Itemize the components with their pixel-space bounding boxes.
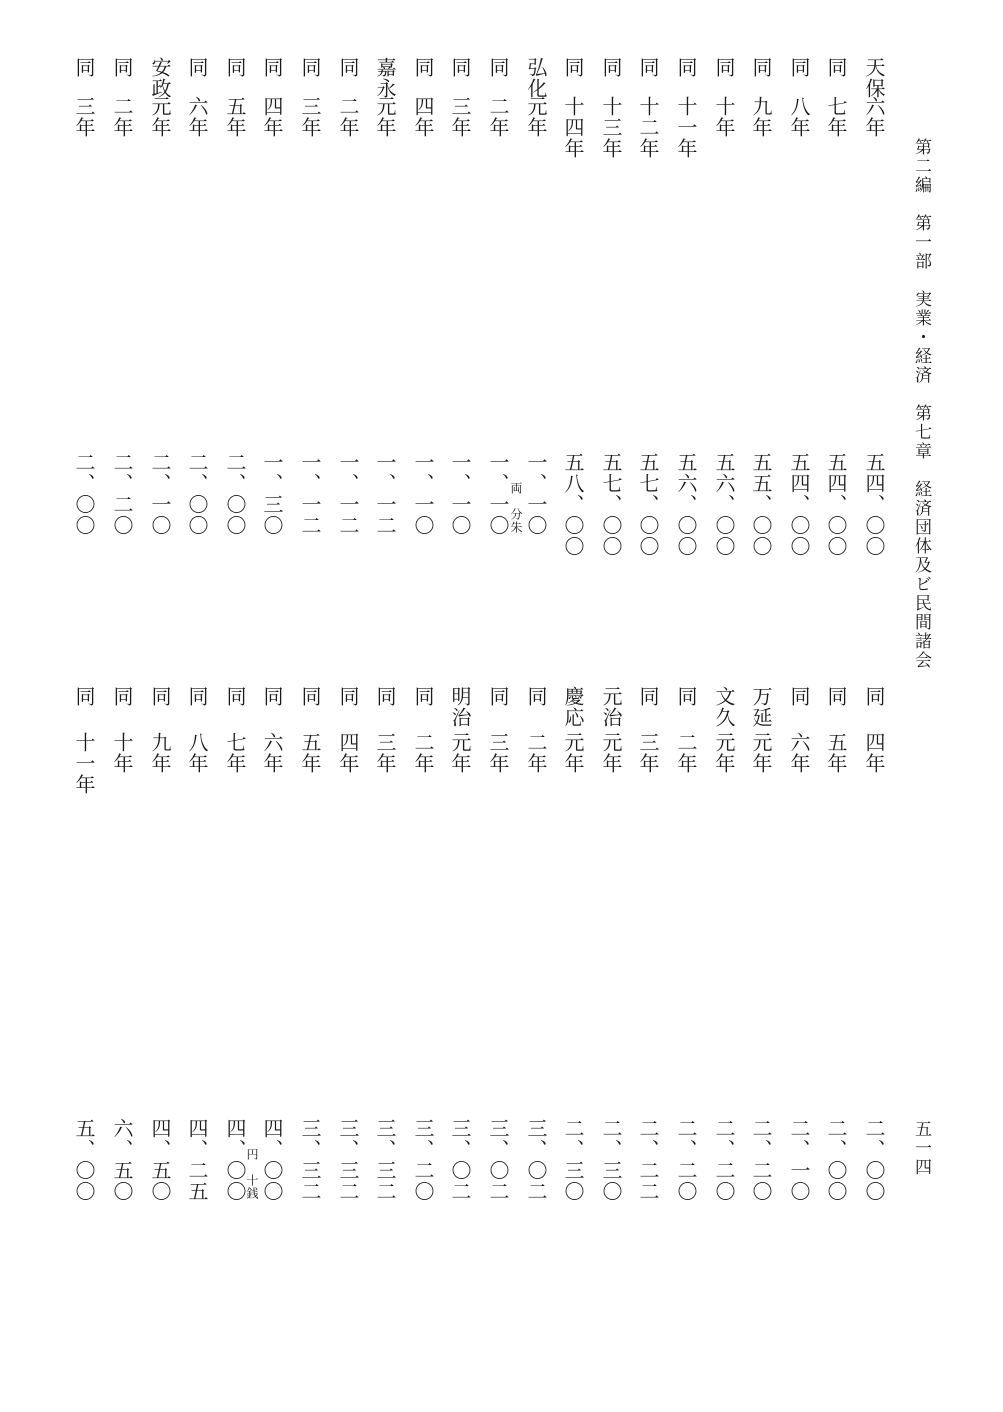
price-cell: 二、二〇 [674,1118,698,1202]
year-cell: 四年 [336,732,360,774]
era-name-cell: 同 [110,57,134,78]
price-cell: 二、二〇 [110,452,134,536]
era-name-cell: 同 [636,686,660,707]
year-cell: 元年 [373,96,397,138]
era-name-cell: 同 [336,57,360,78]
era-name-cell: 同 [448,57,472,78]
era-name-cell: 天保 [862,57,886,99]
price-cell: 五六、〇〇 [674,452,698,557]
year-cell: 元年 [712,732,736,774]
era-name-cell: 同 [260,57,284,78]
era-name-cell: 万延 [749,686,773,728]
era-name-cell: 同 [223,57,247,78]
year-cell: 十一年 [72,732,96,795]
era-name-cell: 同 [72,686,96,707]
year-cell: 元年 [749,732,773,774]
year-cell: 二年 [524,732,548,774]
era-name-cell: 同 [298,686,322,707]
price-cell: 一、一二 [373,452,397,536]
era-name-cell: 同 [599,57,623,78]
era-name-cell: 同 [72,57,96,78]
era-name-cell: 同 [636,57,660,78]
price-cell: 五四、〇〇 [824,452,848,557]
era-name-cell: 同 [486,686,510,707]
era-name-cell: 同 [336,686,360,707]
price-cell: 二、一〇 [787,1118,811,1202]
era-name-cell: 弘化 [524,57,548,99]
year-cell: 四年 [260,96,284,138]
price-cell: 三、三二 [336,1118,360,1202]
year-cell: 三年 [298,96,322,138]
year-cell: 八年 [787,96,811,138]
year-cell: 五年 [824,732,848,774]
price-cell: 四、五〇 [148,1118,172,1202]
price-cell: 二、〇〇 [185,452,209,536]
price-cell: 五四、〇〇 [787,452,811,557]
year-cell: 三年 [486,732,510,774]
era-name-cell: 文久 [712,686,736,728]
era-name-cell: 元治 [599,686,623,728]
era-name-cell: 同 [674,686,698,707]
year-cell: 四年 [411,96,435,138]
year-cell: 三年 [448,96,472,138]
price-cell: 五五、〇〇 [749,452,773,557]
price-cell: 四、〇〇 [260,1118,284,1202]
price-cell: 五七、〇〇 [636,452,660,557]
year-cell: 十一年 [674,96,698,159]
price-cell: 二、三〇 [561,1118,585,1202]
year-cell: 三年 [72,96,96,138]
year-cell: 十年 [110,732,134,774]
era-name-cell: 同 [298,57,322,78]
era-name-cell: 同 [862,686,886,707]
year-cell: 七年 [223,732,247,774]
era-name-cell: 同 [674,57,698,78]
price-cell: 二、〇〇 [72,452,96,536]
era-name-cell: 同 [411,57,435,78]
era-name-cell: 同 [148,686,172,707]
year-cell: 元年 [561,732,585,774]
year-cell: 六年 [862,96,886,138]
price-cell: 三、〇二 [486,1118,510,1202]
year-cell: 三年 [636,732,660,774]
era-name-cell: 同 [185,57,209,78]
era-name-cell: 同 [110,686,134,707]
era-name-cell: 同 [185,686,209,707]
price-cell: 四、二五 [185,1118,209,1202]
year-cell: 元年 [148,96,172,138]
year-cell: 十年 [712,96,736,138]
era-name-cell: 同 [524,686,548,707]
year-cell: 三年 [373,732,397,774]
price-cell: 二、一〇 [148,452,172,536]
year-cell: 二年 [674,732,698,774]
year-cell: 九年 [148,732,172,774]
year-cell: 十三年 [599,96,623,159]
price-cell: 二、二二 [636,1118,660,1202]
page-number: 五一四 [911,1120,931,1177]
price-cell: 三、三二 [373,1118,397,1202]
price-cell: 三、〇二 [448,1118,472,1202]
era-name-cell: 慶応 [561,686,585,728]
unit-note: 円 十銭 [245,1148,259,1200]
era-name-cell: 同 [712,57,736,78]
price-cell: 五四、〇〇 [862,452,886,557]
price-cell: 六、五〇 [110,1118,134,1202]
era-name-cell: 同 [373,686,397,707]
price-cell: 五六、〇〇 [712,452,736,557]
price-cell: 一、三〇 [260,452,284,536]
price-cell: 三、〇二 [524,1118,548,1202]
price-cell: 五七、〇〇 [599,452,623,557]
price-cell: 一、一〇 [411,452,435,536]
era-name-cell: 同 [561,57,585,78]
price-cell: 三、三二 [298,1118,322,1202]
year-cell: 元年 [599,732,623,774]
era-name-cell: 同 [223,686,247,707]
price-cell: 一、一〇 [448,452,472,536]
era-name-cell: 明治 [448,686,472,728]
era-name-cell: 同 [486,57,510,78]
price-cell: 一、一二 [298,452,322,536]
era-name-cell: 安政 [148,57,172,99]
price-cell: 一、一二 [336,452,360,536]
era-name-cell: 同 [787,57,811,78]
year-cell: 六年 [787,732,811,774]
price-cell: 二、二〇 [712,1118,736,1202]
era-name-cell: 同 [749,57,773,78]
era-name-cell: 同 [824,57,848,78]
running-title: 第二編 第一部 実業・経済 第七章 経済団体及ビ民間諸会 [911,138,931,670]
price-cell: 五、〇〇 [72,1118,96,1202]
year-cell: 二年 [411,732,435,774]
price-cell: 一、一〇 [524,452,548,536]
price-cell: 一、一〇 [486,452,510,536]
year-cell: 二年 [110,96,134,138]
year-cell: 四年 [862,732,886,774]
price-cell: 二、三〇 [599,1118,623,1202]
price-cell: 二、二〇 [749,1118,773,1202]
unit-note: 両 分朱 [509,482,523,534]
year-cell: 十四年 [561,96,585,159]
year-cell: 二年 [336,96,360,138]
era-name-cell: 同 [824,686,848,707]
price-cell: 五八、〇〇 [561,452,585,557]
year-cell: 二年 [486,96,510,138]
year-cell: 九年 [749,96,773,138]
era-name-cell: 同 [411,686,435,707]
price-cell: 二、〇〇 [223,452,247,536]
year-cell: 元年 [448,732,472,774]
year-cell: 六年 [185,96,209,138]
price-cell: 三、二〇 [411,1118,435,1202]
year-cell: 八年 [185,732,209,774]
year-cell: 十二年 [636,96,660,159]
era-name-cell: 同 [260,686,284,707]
price-cell: 二、〇〇 [862,1118,886,1202]
price-cell: 二、〇〇 [824,1118,848,1202]
year-cell: 五年 [298,732,322,774]
year-cell: 七年 [824,96,848,138]
era-name-cell: 嘉永 [373,57,397,99]
year-cell: 五年 [223,96,247,138]
price-cell: 四、〇〇 [223,1118,247,1202]
era-name-cell: 同 [787,686,811,707]
year-cell: 元年 [524,96,548,138]
year-cell: 六年 [260,732,284,774]
